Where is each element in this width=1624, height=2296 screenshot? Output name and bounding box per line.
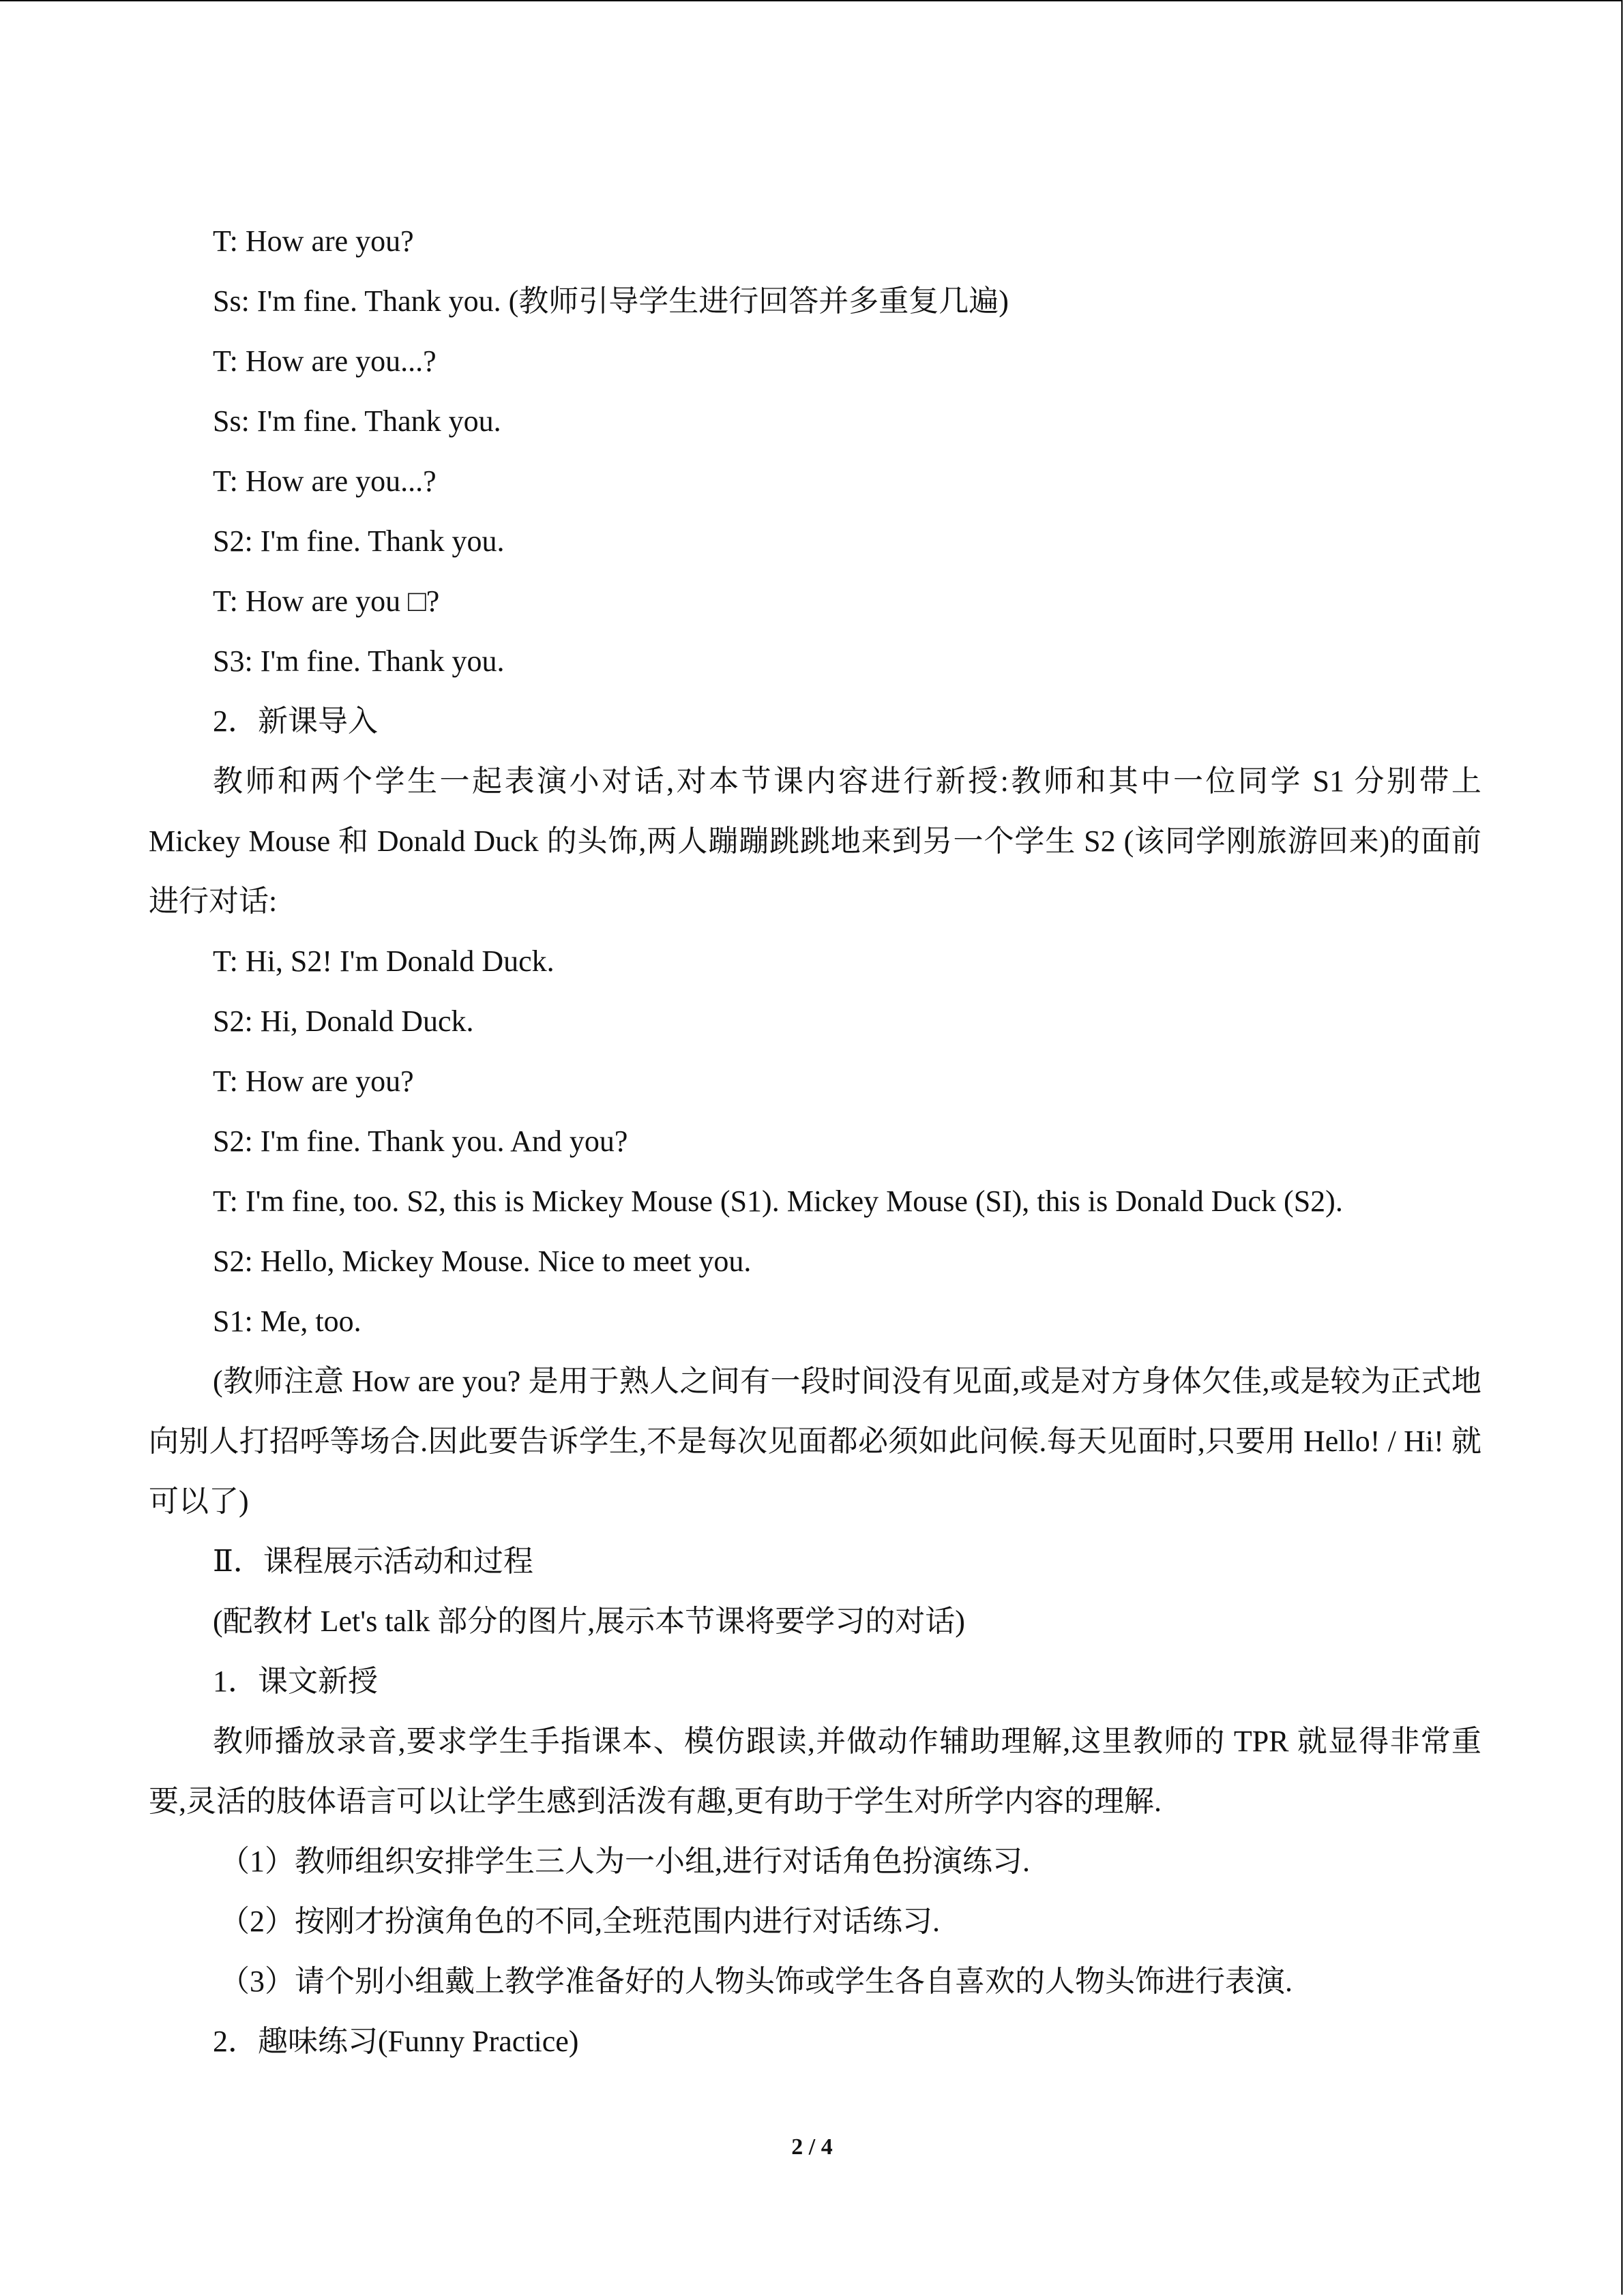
list-item: （1）教师组织安排学生三人为一小组,进行对话角色扮演练习. — [220, 1845, 1030, 1878]
dialogue-line: S1: Me, too. — [213, 1304, 361, 1338]
dialogue-line: S2: I'm fine. Thank you. And you? — [213, 1124, 628, 1158]
text-line: Ss: I'm fine. Thank you. (教师引导学生进行回答并多重复几遍) — [213, 284, 1009, 318]
dialogue-line: S2: Hello, Mickey Mouse. Nice to meet you. — [213, 1244, 752, 1278]
subsection-heading: 2．趣味练习(Funny Practice) — [213, 2025, 579, 2058]
text-line: T: How are you...? — [213, 344, 437, 378]
section-note: (配教材 Let's talk 部分的图片,展示本节课将要学习的对话) — [213, 1605, 965, 1638]
text-line: T: How are you □? — [213, 584, 440, 618]
list-item: （2）按刚才扮演角色的不同,全班范围内进行对话练习. — [220, 1905, 940, 1938]
dialogue-line: S2: Hi, Donald Duck. — [213, 1004, 474, 1038]
document-body — [149, 211, 1481, 2072]
section-heading: Ⅱ．课程展示活动和过程 — [213, 1545, 533, 1578]
list-item: （3）请个别小组戴上教学准备好的人物头饰或学生各自喜欢的人物头饰进行表演. — [220, 1965, 1293, 1998]
dialogue-line: T: Hi, S2! I'm Donald Duck. — [213, 944, 555, 978]
paragraph: 教师播放录音,要求学生手指课本、模仿跟读,并做动作辅助理解,这里教师的 TPR 就显得非常重要,灵活的肢体语言可以让学生感到活泼有趣,更有助于学生对所学内容的理解. — [149, 1725, 1481, 1818]
subsection-heading: 1．课文新授 — [213, 1665, 378, 1698]
paragraph: 教师和两个学生一起表演小对话,对本节课内容进行新授:教师和其中一位同学 S1 分别带上 Mickey Mouse 和 Donald Duck 的头饰,两人蹦蹦跳跳地来到另一个学生 S2 (该同学刚旅游回来)的面前进行对话: — [149, 764, 1481, 918]
paragraph: (教师注意 How are you? 是用于熟人之间有一段时间没有见面,或是对方身体欠佳,或是较为正式地向别人打招呼等场合.因此要告诉学生,不是每次见面都必须如此问候.每天见面时,只要用 Hello! / Hi! 就可以了) — [149, 1365, 1481, 1518]
page-number: 2 / 4 — [791, 2134, 833, 2160]
text-line: S3: I'm fine. Thank you. — [213, 644, 505, 678]
dialogue-line: T: How are you? — [213, 1064, 414, 1098]
text-line: T: How are you...? — [213, 464, 437, 498]
text-line: Ss: I'm fine. Thank you. — [213, 404, 501, 438]
dialogue-line: T: I'm fine, too. S2, this is Mickey Mouse (S1). Mickey Mouse (SI), this is Donald Duck (S2). — [213, 1184, 1343, 1218]
text-line: S2: I'm fine. Thank you. — [213, 524, 505, 558]
section-heading: 2．新课导入 — [213, 704, 378, 738]
text-line: T: How are you? — [213, 224, 414, 258]
